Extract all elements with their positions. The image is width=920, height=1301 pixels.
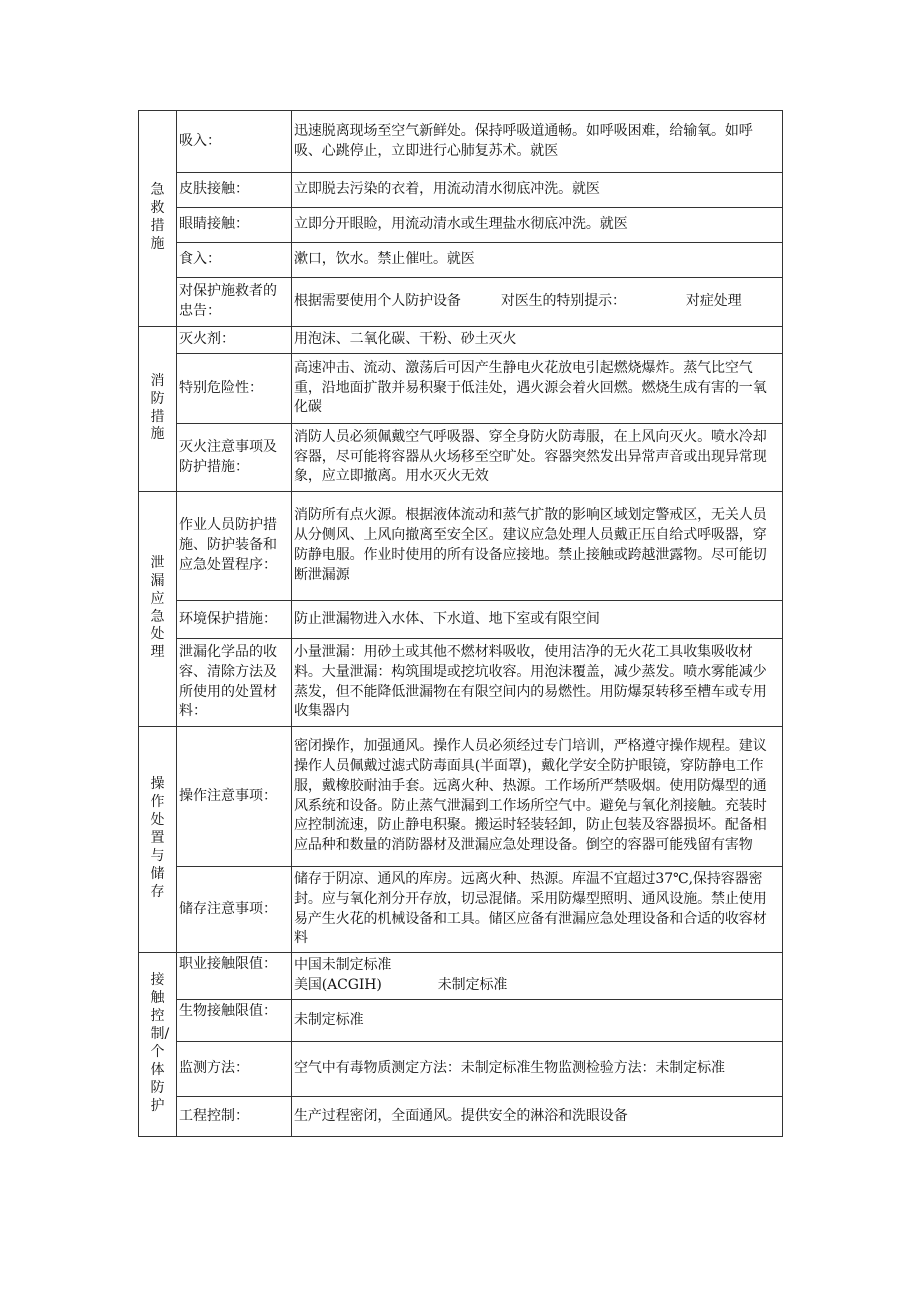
table-row [139, 639, 783, 727]
row-value [292, 278, 783, 327]
row-label: 泄漏化学品的收容、清除方法及所使用的处置材料： [177, 639, 292, 727]
doctor-note-value: 对症处理 [685, 293, 742, 310]
row-value: 迅速脱离现场至空气新鲜处。保持呼吸道通畅。如呼吸困难，给输氧。如呼吸、心跳停止，立即进行心肺复苏术。就医 [292, 111, 783, 173]
row-value: 储存于阴凉、通风的库房。远离火种、热源。库温不宜超过37℃,保持容器密封。应与氧化剂分开存放，切忌混储。采用防爆型照明、通风设施。禁止使用易产生火花的机械设备和工具。储区应备有泄漏应急处理设备和合适的收容材料 [292, 867, 783, 953]
table-row [139, 111, 783, 173]
row-value: 消防所有点火源。根据液体流动和蒸气扩散的影响区域划定警戒区，无关人员从分侧风、上风向撤离至安全区。建议应急处理人员戴正压自给式呼吸器，穿防静电服。作业时使用的所有设备应接地。禁止接触或跨越泄露物。尽可能切断泄漏源 [292, 492, 783, 601]
table-row [139, 243, 783, 278]
table-row [139, 173, 783, 208]
table-row [139, 953, 783, 1000]
row-label: 环境保护措施： [177, 601, 292, 639]
row-label: 特别危险性： [177, 354, 292, 424]
row-label: 工程控制： [177, 1097, 292, 1137]
row-label: 食入： [177, 243, 292, 278]
table-row [139, 208, 783, 243]
row-value: 漱口，饮水。禁止催吐。就医 [292, 243, 783, 278]
row-label: 职业接触限值： [177, 953, 292, 1000]
section-handling-title: 操作处置与储存 [139, 727, 177, 953]
row-label: 吸入： [177, 111, 292, 173]
row-label: 眼睛接触： [177, 208, 292, 243]
table-row [139, 867, 783, 953]
row-label: 生物接触限值： [177, 1000, 292, 1042]
table-row [139, 424, 783, 492]
table-row [139, 727, 783, 867]
row-label: 作业人员防护措施、防护装备和应急处置程序： [177, 492, 292, 601]
table-row [139, 492, 783, 601]
row-value: 用泡沫、二氧化碳、干粉、砂土灭火 [292, 327, 783, 354]
row-value: 空气中有毒物质测定方法：未制定标准生物监测检验方法：未制定标准 [292, 1042, 783, 1097]
row-value: 立即分开眼睑，用流动清水或生理盐水彻底冲洗。就医 [292, 208, 783, 243]
row-label: 监测方法： [177, 1042, 292, 1097]
row-value: 防止泄漏物进入水体、下水道、地下室或有限空间 [292, 601, 783, 639]
table-row [139, 327, 783, 354]
row-label: 操作注意事项： [177, 727, 292, 867]
exposure-usa-label: 美国(ACGIH) [294, 977, 382, 993]
advice-text: 根据需要使用个人防护设备 [294, 293, 461, 310]
row-value: 未制定标准 [292, 1000, 783, 1042]
row-value: 高速冲击、流动、激荡后可因产生静电火花放电引起燃烧爆炸。蒸气比空气重，沿地面扩散并易积聚于低洼处，遇火源会着火回燃。燃烧生成有害的一氧化碳 [292, 354, 783, 424]
row-label: 灭火注意事项及防护措施： [177, 424, 292, 492]
table-row [139, 1000, 783, 1042]
msds-table [138, 110, 783, 1137]
section-first-aid-title: 急救措施 [139, 111, 177, 327]
row-value: 小量泄漏：用砂土或其他不燃材料吸收，使用洁净的无火花工具收集吸收材料。大量泄漏：构筑围堤或挖坑收容。用泡沫覆盖，减少蒸发。喷水雾能减少蒸发，但不能降低泄漏物在有限空间内的易燃性。用防爆泵转移至槽车或专用收集器内 [292, 639, 783, 727]
section-exposure-title: 接触控制/个体防护 [139, 953, 177, 1137]
row-value: 立即脱去污染的衣着，用流动清水彻底冲洗。就医 [292, 173, 783, 208]
row-label: 储存注意事项： [177, 867, 292, 953]
doctor-note-label: 对医生的特别提示： [500, 293, 626, 310]
exposure-china: 中国未制定标准 [294, 957, 392, 974]
row-value: 生产过程密闭，全面通风。提供安全的淋浴和洗眼设备 [292, 1097, 783, 1137]
table-row [139, 278, 783, 327]
section-leak-title: 泄漏应急处理 [139, 492, 177, 727]
row-value: 消防人员必须佩戴空气呼吸器、穿全身防火防毒服，在上风向灭火。喷水冷却容器，尽可能将容器从火场移至空旷处。容器突然发出异常声音或出现异常现象，应立即撤离。用水灭火无效 [292, 424, 783, 492]
table-row [139, 601, 783, 639]
table-row [139, 1097, 783, 1137]
row-label: 皮肤接触： [177, 173, 292, 208]
row-value [292, 953, 783, 1000]
row-label: 对保护施救者的忠告： [177, 278, 292, 327]
row-value: 密闭操作，加强通风。操作人员必须经过专门培训，严格遵守操作规程。建议操作人员佩戴过滤式防毒面具(半面罩)，戴化学安全防护眼镜，穿防静电工作服，戴橡胶耐油手套。远离火种、热源。工作场所严禁吸烟。使用防爆型的通风系统和设备。防止蒸气泄漏到工作场所空气中。避免与氧化剂接触。充装时应控制流速，防止静电积聚。搬运时轻装轻卸，防止包装及容器损坏。配备相应品种和数量的消防器材及泄漏应急处理设备。倒空的容器可能残留有害物 [292, 727, 783, 867]
table-row [139, 1042, 783, 1097]
row-label: 灭火剂： [177, 327, 292, 354]
table-row [139, 354, 783, 424]
section-fire-title: 消防措施 [139, 327, 177, 492]
exposure-usa-value: 未制定标准 [437, 977, 508, 993]
